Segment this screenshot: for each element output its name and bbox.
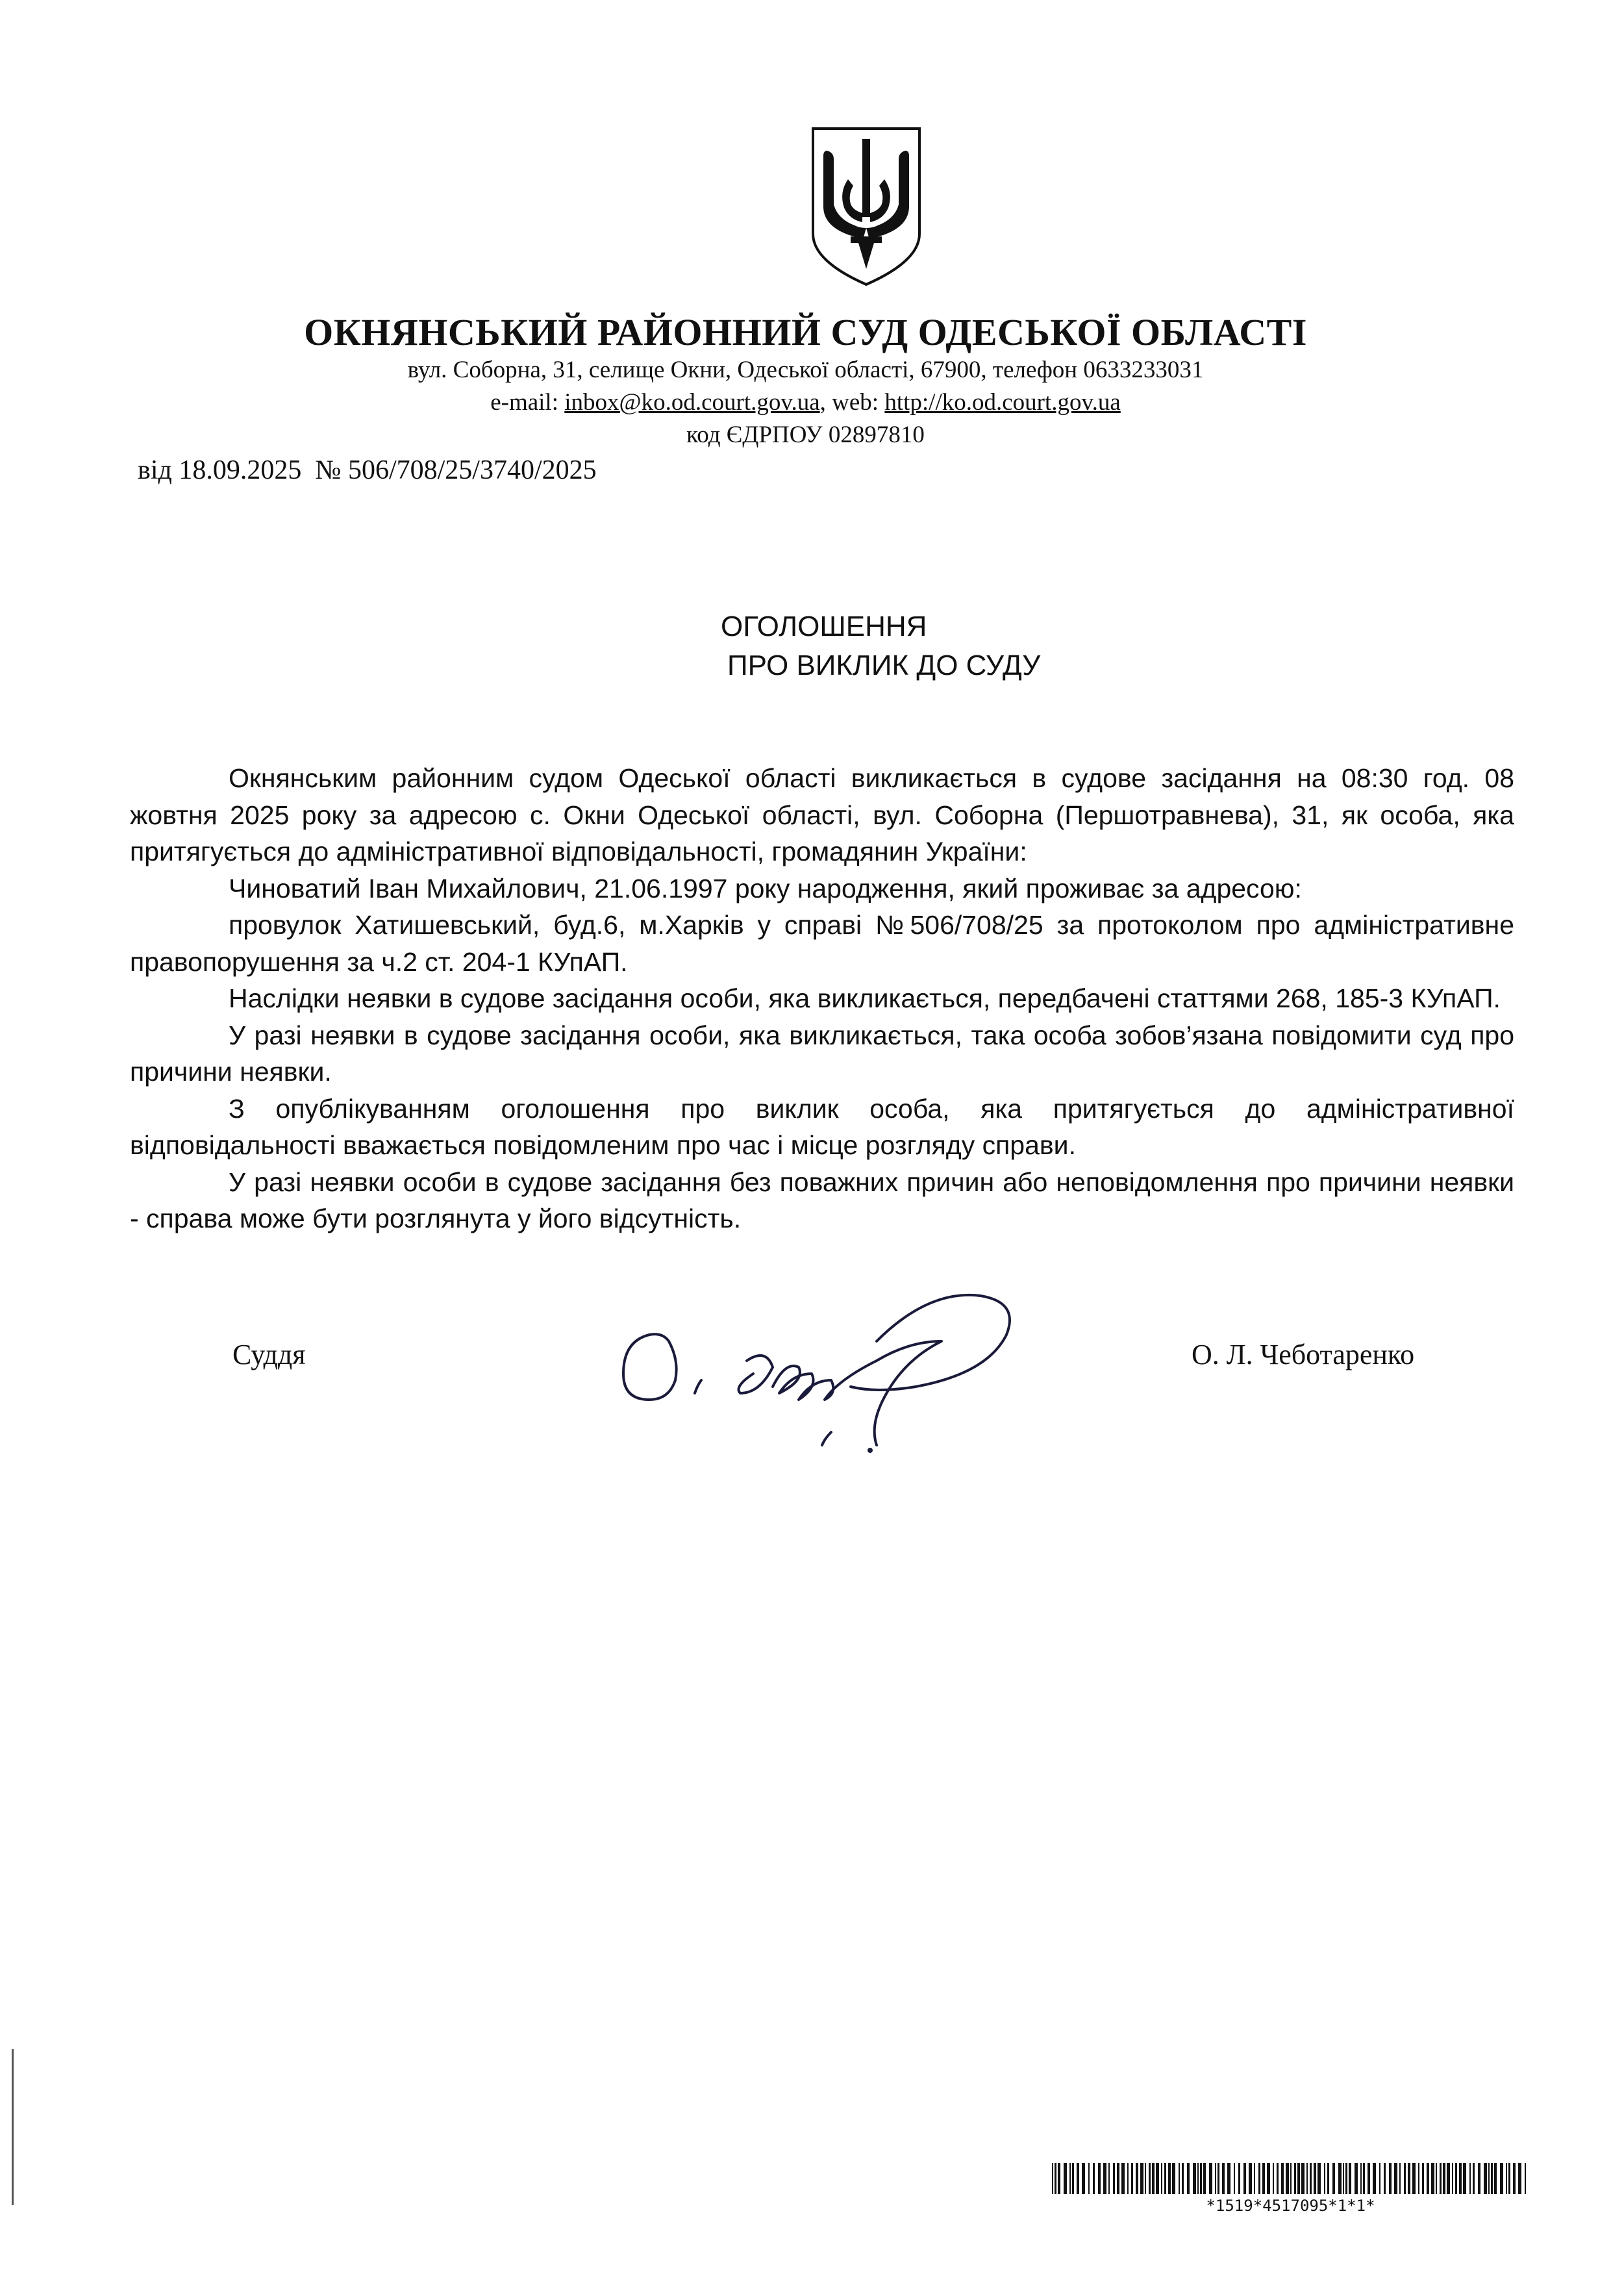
web-link[interactable]: http://ko.od.court.gov.ua — [884, 389, 1121, 416]
document-reference — [138, 455, 597, 486]
body-paragraph: Чиноватий Іван Михайлович, 21.06.1997 року народження, який проживає за адресою: — [229, 873, 1302, 903]
body-paragraph: Окнянським районним судом Одеської області викликається в судове засідання на 08:30 год. 08 жовтня 2025 року за адресою с. Окни Одеської області, вул. Соборна (Першотравнева), 31, як особа, яка притягується до адміністративної відповідальності, громадянин України: — [130, 763, 1514, 866]
court-address: вул. Соборна, 31, селище Окни, Одеської області, 67900, телефон 0633233031 — [407, 357, 1204, 383]
web-label: , web: — [819, 389, 885, 416]
court-name: ОКНЯНСЬКИЙ РАЙОННИЙ СУД ОДЕСЬКОЇ ОБЛАСТІ — [304, 311, 1307, 353]
document-title: ОГОЛОШЕННЯ — [721, 611, 927, 642]
email-label: e-mail: — [490, 389, 565, 416]
body-paragraph: Наслідки неявки в судове засідання особи, яка викликається, передбачені статтями 268, 185-3 КУпАП. — [229, 983, 1501, 1013]
court-contacts — [0, 388, 1611, 416]
document-subtitle: ПРО ВИКЛИК ДО СУДУ — [727, 650, 1041, 681]
email-link[interactable]: inbox@ko.od.court.gov.ua — [564, 389, 820, 416]
trident-coat-of-arms-icon — [808, 125, 925, 287]
body-paragraph: У разі неявки в судове засідання особи, яка викликається, така особа зобов’язана повідомити суд про причини неявки. — [130, 1020, 1514, 1087]
scan-margin-line — [12, 2049, 14, 2205]
document-date: від 18.09.2025 — [138, 455, 302, 485]
body-paragraph: З опублікуванням оголошення про виклик особа, яка притягується до адміністративної відповідальності вважається повідомленим про час і місце розгляду справи. — [130, 1093, 1514, 1160]
judge-label: Суддя — [232, 1339, 306, 1370]
handwritten-signature-icon — [604, 1283, 1071, 1458]
barcode-icon — [1052, 2163, 1529, 2194]
barcode-number: *1519*4517095*1*1* — [1206, 2197, 1375, 2215]
announcement-body — [130, 760, 1514, 1237]
document-number: № 506/708/25/3740/2025 — [315, 455, 597, 485]
judge-name: О. Л. Чеботаренко — [1192, 1339, 1415, 1370]
body-paragraph: провулок Хатишевський, буд.6, м.Харків у справі №506/708/25 за протоколом про адміністративне правопорушення за ч.2 ст. 204-1 КУпАП. — [130, 910, 1514, 977]
body-paragraph: У разі неявки особи в судове засідання без поважних причин або неповідомлення про причини неявки - справа може бути розглянута у його відсутність. — [130, 1167, 1514, 1233]
edrpou-code: код ЄДРПОУ 02897810 — [686, 422, 925, 448]
